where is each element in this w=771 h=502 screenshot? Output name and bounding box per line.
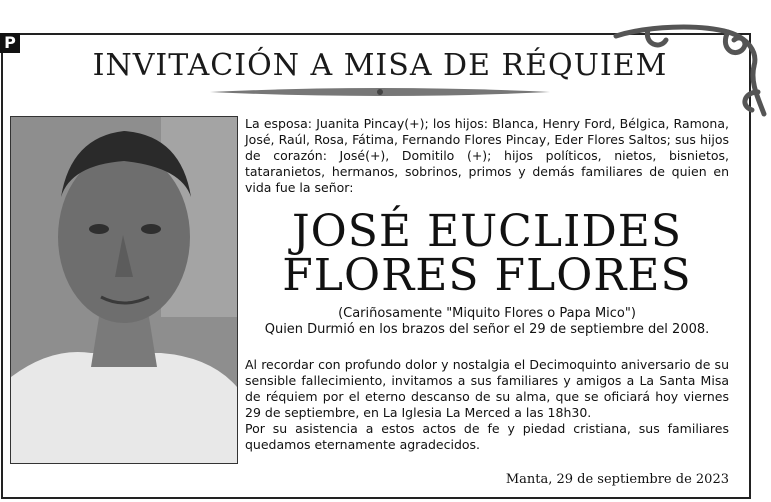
nickname-text: (Cariñosamente "Miquito Flores o Papa Mico")	[338, 306, 636, 321]
title-divider	[200, 86, 560, 98]
deceased-name-line1: JOSÉ EUCLIDES	[292, 206, 682, 257]
family-list-text: La esposa: Juanita Pincay(+); los hijos: Blanca, Henry Ford, Bélgica, Ramona, José, Raúl, Rosa, Fátima, Fernando Flores Pincay, Eder Flores Saltos; sus hijos de corazón: José(+), Domitilo (+); hijos políticos, nietos, bisnietos, tataranietos, hermanos, sobrinos, primos y demás familiares de quien en vida fue la señor:	[245, 116, 729, 195]
deceased-name	[245, 206, 729, 301]
deceased-name-line2: FLORES FLORES	[282, 250, 692, 301]
section-badge: P	[0, 33, 20, 53]
page-title: INVITACIÓN A MISA DE RÉQUIEM	[92, 48, 668, 83]
deceased-portrait	[10, 116, 238, 464]
invitation-paragraph: Al recordar con profundo dolor y nostalgia el Decimoquinto aniversario de su sensible fallecimiento, invitamos a sus familiares y amigos a La Santa Misa de réquiem por el eterno descanso de su alma, que se oficiará hoy viernes 29 de septiembre, en La Iglesia La Merced a las 18h30.	[245, 357, 729, 420]
death-date-text: Quien Durmió en los brazos del señor el 29 de septiembre del 2008.	[264, 322, 710, 337]
gratitude-paragraph: Por su asistencia a estos actos de fe y piedad cristiana, sus familiares quedamos eternamente agradecidos.	[245, 421, 729, 452]
portrait-illustration	[11, 117, 237, 463]
place-date-signoff: Manta, 29 de septiembre de 2023	[505, 472, 729, 487]
invitation-body	[245, 357, 729, 453]
